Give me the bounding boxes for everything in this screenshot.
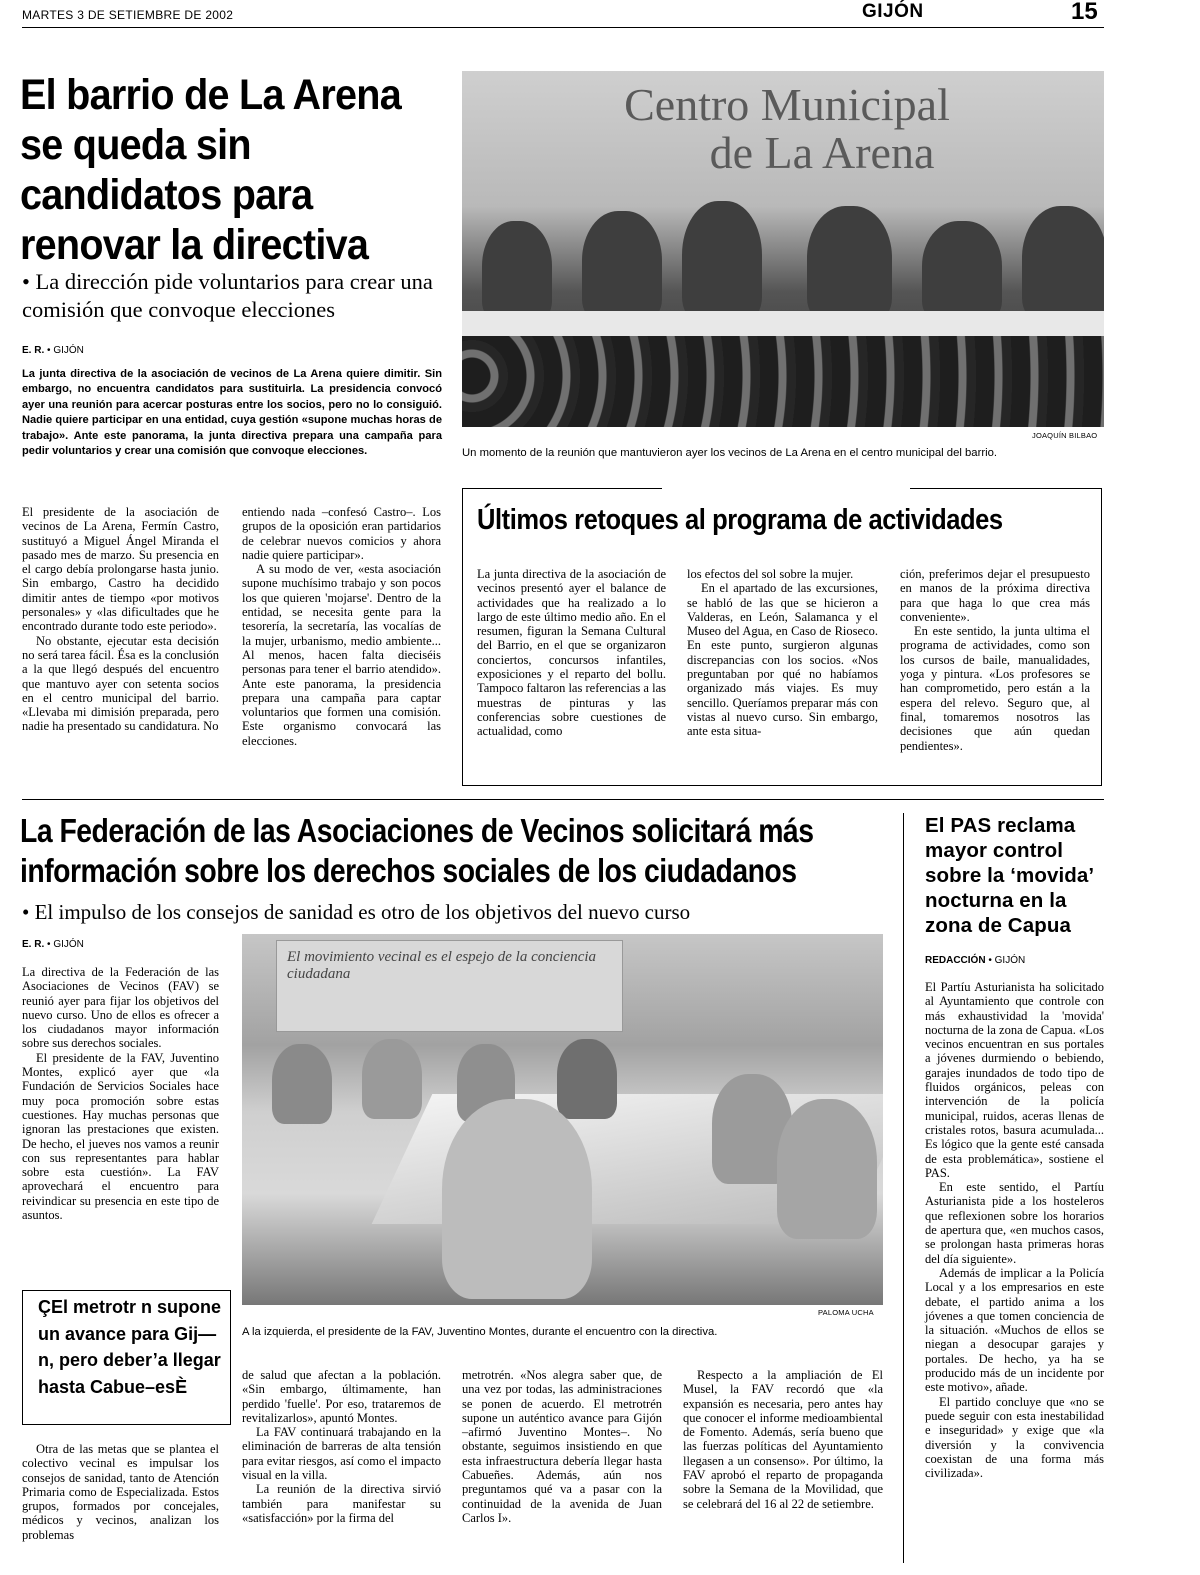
- article1-lead: La junta directiva de la asociación de vecinos de La Arena quiere dimitir. Sin embargo, no encuentra candidatos para sustituirla. La presidencia convocó ayer una reunión para acercar posturas entre los socios, pero no lo consiguió. Nadie quiere participar en una entidad, cuya gestión «supone muchas horas de trabajo». Ante este panorama, la junta directiva prepara una campaña para pedir voluntarios y crear una comisión que convoque elecciones.: [22, 368, 442, 458]
- article2-headline: [20, 811, 814, 891]
- photo-audience: [462, 336, 1104, 427]
- article1-headline: El barrio de La Arena se queda sin candidatos para renovar la directiva: [20, 71, 401, 269]
- photo-sign: [577, 81, 997, 177]
- paragraph: No obstante, ejecutar esta decisión no será tarea fácil. Ésa es la conclusión a la que llegó después del encuentro que mantuvo ayer con setenta socios en el centro municipal del barrio. «Llevaba mi dimisión preparada, pero nadie ha presentado su candidatura. No: [22, 633, 219, 734]
- byline-place: GIJÓN: [994, 955, 1026, 966]
- headline-line: La Federación de las Asociaciones de Vecinos solicitará más: [20, 812, 814, 849]
- article2-column-1-continued: [22, 1442, 219, 1542]
- paragraph: Otra de las metas que se plantea el colectivo vecinal es impulsar los consejos de sanidad, tanto de Atención Primaria como de Especializada. Estos grupos, formados por concejales, médicos y vecinos, analizan los problemas: [22, 1442, 219, 1542]
- photo1-credit: JOAQUÍN BILBAO: [1032, 431, 1098, 440]
- article2-deck: • El impulso de los consejos de sanidad es otro de los objetivos del nuevo curso: [22, 900, 691, 924]
- box-column-1: [477, 567, 666, 739]
- page-number: 15: [1071, 0, 1098, 25]
- paragraph: metrotrén. «Nos alegra saber que, de una vez por todas, las administraciones se ponen de acuerdo. El metrotrén supone un auténtico avance para Gijón –afirmó Juventino Montes–. No obstante, seguimos insistiendo en que esta infraestructura debería llegar hasta Cabueñes. Además, aún nos preguntamos qué va a pasar con la continuidad de la avenida de Juan Carlos I».: [462, 1368, 662, 1525]
- article2-column-1: [22, 965, 219, 1222]
- paragraph: En el apartado de las excursiones, se habló de las que se hicieron a Valderas, en León, Salamanca y el Museo del Agua, en Caso de Rioseco. En este punto, surgieron algunas discrepancias con los socios. «Nos preguntaban por qué no habíamos organizado más viajes. Es muy sencillo. Queríamos preparar más con vistas al nuevo curso. Sin embargo, ante esta situa-: [687, 581, 878, 739]
- article1-column-1: [22, 505, 219, 734]
- article3-headline: El PAS reclama mayor control sobre la ‘movida’ nocturna en la zona de Capua: [925, 814, 1094, 937]
- paragraph: La reunión de la directiva sirvió también para manifestar su «satisfacción» por la firma del: [242, 1482, 441, 1525]
- paragraph: A su modo de ver, «esta asociación supone muchísimo trabajo y son pocos los que quieren 'mojarse'. Dentro de la entidad, se necesita gente para la tesorería, la secretaría, las vocalías de la mujer, urbanismo, medio ambiente... Al menos, hacen falta dieciséis personas para tener el barrio atendido». Ante este panorama, la presidencia prepara una campaña para captar voluntarios que formen una comisión. Este organismo convocará las elecciones.: [242, 562, 441, 748]
- paragraph: de salud que afectan a la población. «Sin embargo, últimamente, han perdido 'fuelle'. Por eso, trataremos de revitalizarlos», apuntó Montes.: [242, 1368, 441, 1425]
- meeting-photo-la-arena: [462, 71, 1104, 427]
- paragraph: La directiva de la Federación de las Asociaciones de Vecinos (FAV) se reunió ayer para fijar los objetivos del nuevo curso. Uno de ellos es ofrecer a los ciudadanos mayor información sobre sus derechos sociales.: [22, 965, 219, 1051]
- section-divider: [22, 799, 1104, 800]
- article1-deck: • La dirección pide voluntarios para crear una comisión que convoque elecciones: [22, 269, 433, 322]
- photo1-caption: Un momento de la reunión que mantuvieron ayer los vecinos de La Arena en el centro municipal del barrio.: [462, 447, 998, 459]
- byline-author: E. R.: [22, 939, 45, 950]
- article1-byline: [22, 345, 84, 356]
- article2-column-3: [462, 1368, 662, 1525]
- paragraph: entiendo nada –confesó Castro–. Los grupos de la oposición eran partidarios de celebrar nuevos comicios y ahora nadie quiere participar».: [242, 505, 441, 562]
- paragraph: Además de implicar a la Policía Local y a los empresarios en este debate, el partido anima a los jóvenes a que tomen conciencia de la situación. «Muchos de ellos se niegan a desocupar garajes y portales. De hecho, ya ha se producido más de un incidente por este motivo», añade.: [925, 1265, 1104, 1395]
- article3-column: [925, 980, 1104, 1480]
- box-title: Últimos retoques al programa de actividades: [477, 504, 1003, 536]
- article2-column-2: [242, 1368, 441, 1525]
- paragraph: La junta directiva de la asociación de vecinos presentó ayer el balance de actividades que ha realizado a lo largo de este último medio año. En el resumen, figuran la Semana Cultural del Barrio, en el que se organizaron conciertos, concursos infantiles, exposiciones y el reparto del bollu. Tampoco faltaron las referencias a las muestras de pinturas y las conferencias sobre cuestiones de actualidad, como: [477, 567, 666, 739]
- column-divider: [903, 813, 904, 1563]
- issue-date: MARTES 3 DE SETIEMBRE DE 2002: [22, 8, 234, 22]
- box-column-3: [900, 567, 1090, 753]
- paragraph: El partido concluye que «no se puede seguir con esta inestabilidad e inseguridad» y exige que «la diversión y la convivencia coexistan de una forma más civilizada».: [925, 1394, 1104, 1481]
- section-name: GIJÓN: [862, 1, 924, 22]
- article2-byline: [22, 939, 84, 950]
- paragraph: los efectos del sol sobre la mujer.: [687, 567, 854, 581]
- header-rule: [22, 27, 1104, 28]
- sign-line: de La Arena: [709, 127, 935, 178]
- byline-separator: •: [47, 939, 51, 950]
- paragraph: El presidente de la asociación de vecinos de La Arena, Fermín Castro, sustituyó a Miguel Ángel Miranda el pasado mes de marzo. Su presencia en el cargo debía prolongarse hasta junio. Sin embargo, Castro ha decidido dimitir antes de tiempo «por motivos personales» y «las dificultades que he encontrado durante todo este periodo».: [22, 505, 219, 634]
- pull-quote: ÇEl metrotr n supone un avance para Gij—n, pero deber’a llegar hasta Cabue–esÈ: [38, 1297, 222, 1397]
- byline-separator: •: [47, 345, 51, 356]
- paragraph: En este sentido, el Partíu Asturianista pide a los hosteleros que reflexionen sobre los horarios de apertura que, «en muchos casos, se prolongan hasta primeras horas del día siguiente».: [925, 1180, 1104, 1266]
- paragraph: El presidente de la FAV, Juventino Montes, explicó ayer que «la Fundación de Servicios Sociales hace muy poca promoción sobre estas cuestiones. Hay muchas personas que ignoran las prestaciones que existen. De hecho, el jueves nos vamos a reunir con sus representantes para hablar sobre esta cuestión». La FAV aprovechará el encuentro para reivindicar su presencia en este tipo de asuntos.: [22, 1050, 219, 1223]
- photo2-credit: PALOMA UCHA: [818, 1308, 874, 1317]
- paragraph: Respecto a la ampliación de El Musel, la FAV recordó que «la expansión es necesaria, pero antes hay que conocer el informe medioambiental de Fomento. Además, sería bueno que las fuerzas políticas del Ayuntamiento llegasen a un consenso». Por último, la FAV aprobó el reparto de propaganda sobre la Semana de la Movilidad, que se celebrará del 16 al 22 de setiembre.: [683, 1368, 883, 1511]
- photo2-caption: A la izquierda, el presidente de la FAV, Juventino Montes, durante el encuentro con la directiva.: [242, 1326, 718, 1338]
- byline-author: E. R.: [22, 345, 45, 356]
- byline-author: REDACCIÓN: [925, 955, 986, 966]
- paragraph: El Partíu Asturianista ha solicitado al Ayuntamiento que controle con más exhaustividad la 'movida' nocturna de la zona de Capua. «Los vecinos encuentran en sus portales a jóvenes durmiendo o bebiendo, garajes inundados de todo tipo de fluidos orgánicos, peleas con intervención de la policía municipal, ruidos, aceras llenas de cristales rotos, basura acumulada... Es lógico que la gente esté cansada de esta problemática», sostiene el PAS.: [925, 980, 1104, 1180]
- article3-byline: [925, 955, 1025, 966]
- paragraph: En este sentido, la junta ultima el programa de actividades, como son los cursos de baile, manualidades, yoga y pintura. «Los profesores se han comprometido, pero están a la espera del relevo. Seguro que, al final, tomaremos nosotros las decisiones que aún quedan pendientes».: [900, 624, 1090, 753]
- byline-place: GIJÓN: [53, 939, 84, 950]
- byline-separator: •: [988, 955, 992, 966]
- mural-text: El movimiento vecinal es el espejo de la conciencia ciudadana: [287, 949, 597, 982]
- paragraph: ción, preferimos dejar el presupuesto en manos de la próxima directiva para que haga lo que crea más conveniente».: [900, 567, 1090, 624]
- article2-column-4: [683, 1368, 883, 1511]
- sign-line: Centro Municipal: [624, 79, 950, 130]
- photo-mural: [276, 940, 623, 1032]
- box-column-2: [687, 567, 878, 739]
- meeting-photo-fav: [242, 934, 883, 1305]
- article1-column-2: [242, 505, 441, 748]
- headline-line: información sobre los derechos sociales de los ciudadanos: [20, 852, 797, 889]
- paragraph: La FAV continuará trabajando en la eliminación de barreras de alta tensión para evitar riesgos, así como el impacto visual en la villa.: [242, 1425, 441, 1483]
- byline-place: GIJÓN: [53, 345, 84, 356]
